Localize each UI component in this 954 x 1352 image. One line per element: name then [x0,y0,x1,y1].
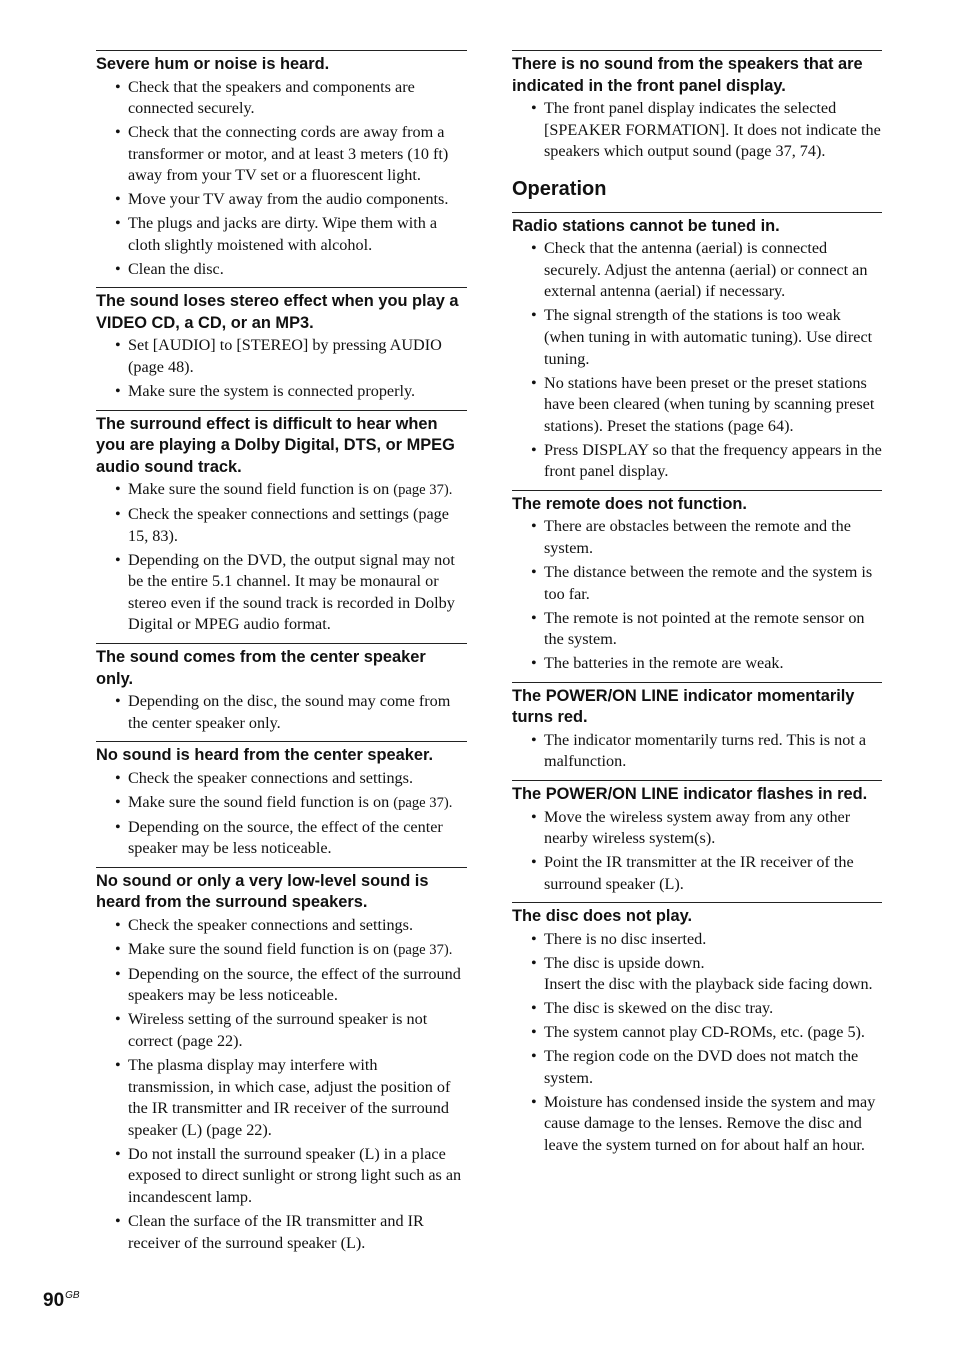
bullet-text: Do not install the surround speaker (L) in a place exposed to direct sunlight or strong light such as an incandescent lamp. [128,1144,462,1206]
bullet-text: Check the speaker connections and settings (page 15, 83). [128,505,449,545]
bullet-text: The disc is skewed on the disc tray. [544,999,774,1018]
bullet-item [512,998,882,1020]
bullet-text: Moisture has condensed inside the system and may cause damage to the lenses. Remove the disc and leave the system turned on for about half an hour. [544,1092,876,1155]
bullet-list [96,479,467,636]
section-heading: The remote does not function. [512,494,747,513]
bullet-list [96,77,467,281]
troubleshooting-section [512,780,882,895]
section-heading: Radio stations cannot be tuned in. [512,216,780,235]
section-heading: The POWER/ON LINE indicator flashes in red. [512,785,868,803]
bullet-text: There is no disc inserted. [544,929,707,948]
bullet-text: The signal strength of the stations is too weak (when tuning in with automatic tuning). Use direct tuning. [544,306,873,368]
bullet-text: Move your TV away from the audio components. [128,190,449,209]
bullet-item [512,852,882,895]
bullet-item [96,792,467,815]
bullet-item [96,189,467,211]
bullet-text: The plasma display may interfere with transmission, in which case, adjust the position of the IR transmitter and IR receiver of the surround speaker (L) (page 22). [128,1055,451,1139]
bullet-item [96,1009,467,1052]
bullet-list [512,516,882,674]
page-reference: (page 37). [393,482,453,499]
bullet-item [512,373,882,438]
bullet-item [512,305,882,370]
bullet-text: Depending on the disc, the sound may come from the center speaker only. [128,692,451,732]
bullet-text: Check that the connecting cords are away from a transformer or motor, and at least 3 meters (10 ft) away from your TV set or a fluorescent light. [128,123,449,185]
bullet-item [96,479,467,502]
section-heading: The sound comes from the center speaker only. [96,648,426,688]
bullet-item [96,817,467,860]
bullet-item [96,381,467,403]
bullet-text: Wireless setting of the surround speaker is not correct (page 22). [128,1010,428,1050]
troubleshooting-section [512,212,882,483]
bullet-item [96,1055,467,1141]
section-heading: The POWER/ON LINE indicator momentarily turns red. [512,686,855,727]
bullet-item [512,929,882,951]
bullet-text: The distance between the remote and the system is too far. [544,563,873,603]
bullet-list [512,807,882,896]
bullet-text: Move the wireless system away from any other nearby wireless system(s). [544,807,851,848]
bullet-item [96,335,467,378]
bullet-text: Depending on the source, the effect of the surround speakers may be less noticeable. [128,964,461,1005]
operation-section-title: Operation [512,177,607,200]
bullet-text-continued: Insert the disc with the playback side facing down. [544,975,873,994]
bullet-text: Make sure the sound field function is on [128,939,394,958]
troubleshooting-section [96,287,467,402]
bullet-item [512,807,882,850]
bullet-item [96,213,467,256]
section-heading: No sound or only a very low-level sound is heard from the surround speakers. [96,871,429,912]
bullet-text: The region code on the DVD does not match the system. [544,1047,859,1087]
left-column [96,50,467,1261]
troubleshooting-section [512,50,882,163]
bullet-item [512,440,882,483]
troubleshooting-section [96,643,467,734]
bullet-text: Check the speaker connections and settings. [128,915,413,934]
bullet-text: Point the IR transmitter at the IR receiver of the surround speaker (L). [544,853,854,893]
bullet-item [96,504,467,547]
bullet-text: The indicator momentarily turns red. This is not a malfunction. [544,730,867,771]
bullet-text: The batteries in the remote are weak. [544,654,784,673]
bullet-text: Set [AUDIO] to [STEREO] by pressing AUDIO (page 48). [128,336,442,376]
page-reference: (page 37). [393,794,453,811]
bullet-text: The system cannot play CD-ROMs, etc. (page 5). [544,1023,865,1042]
operation-sections-container [512,212,882,1157]
bullet-text: Check the speaker connections and settings. [128,768,413,787]
bullet-item [512,516,882,559]
bullet-list [512,98,882,163]
bullet-item [96,691,467,734]
right-top-section-container [512,50,882,163]
bullet-item [96,915,467,937]
bullet-item [96,122,467,187]
page-reference: (page 37). [393,941,453,958]
bullet-text: Make sure the sound field function is on [128,792,394,811]
bullet-text: Depending on the source, the effect of the center speaker may be less noticeable. [128,817,443,858]
troubleshooting-section [512,490,882,675]
bullet-item [512,1092,882,1157]
bullet-item [96,964,467,1007]
bullet-list [96,335,467,402]
bullet-text: Make sure the system is connected properly. [128,381,416,400]
bullet-text: There are obstacles between the remote and the system. [544,517,851,558]
troubleshooting-section [512,902,882,1156]
section-heading: The surround effect is difficult to hear when you are playing a Dolby Digital, DTS, or MPEG audio sound track. [96,414,455,476]
bullet-item [512,1022,882,1044]
bullet-text: Depending on the DVD, the output signal may not be the entire 5.1 channel. It may be monaural or stereo even if the sound track is recorded in Dolby Digital or MPEG audio format. [128,550,455,634]
troubleshooting-section [96,50,467,280]
section-heading: The disc does not play. [512,907,693,926]
bullet-text: Check that the speakers and components are connected securely. [128,77,415,118]
bullet-item [96,1211,467,1254]
bullet-item [512,98,882,163]
bullet-item [512,238,882,303]
bullet-item [512,653,882,675]
section-heading: There is no sound from the speakers that are indicated in the front panel display. [512,55,863,95]
page-number-value: 90 [43,1290,65,1311]
bullet-list [96,768,467,860]
bullet-list [96,915,467,1254]
bullet-list [96,691,467,734]
bullet-item [512,730,882,773]
bullet-text: Clean the disc. [128,259,224,278]
bullet-item [512,1046,882,1089]
bullet-text: Check that the antenna (aerial) is connected securely. Adjust the antenna (aerial) or connect an external antenna (aerial) if necessary. [544,239,868,301]
right-column [512,50,882,1164]
troubleshooting-section [512,682,882,773]
bullet-text: The disc is upside down. [544,953,705,972]
bullet-text: No stations have been preset or the preset stations have been cleared (when tuning by scanning preset stations). Preset the stations (page 64). [544,373,875,435]
section-heading: Severe hum or noise is heard. [96,55,330,73]
bullet-text: The remote is not pointed at the remote sensor on the system. [544,608,865,649]
page-number-suffix: GB [65,1290,80,1301]
bullet-item [512,953,882,996]
bullet-list [512,730,882,773]
bullet-item [96,768,467,790]
bullet-item [512,608,882,651]
bullet-text: Press DISPLAY so that the frequency appears in the front panel display. [544,440,882,481]
bullet-item [96,77,467,120]
page-number [43,1284,80,1313]
section-heading: No sound is heard from the center speaker. [96,746,434,765]
troubleshooting-section [96,867,467,1254]
troubleshooting-section [96,741,467,860]
bullet-text: The front panel display indicates the selected [SPEAKER FORMATION]. It does not indicate the speakers which output sound (page 37, 74). [544,99,881,161]
bullet-item [512,562,882,605]
bullet-list [512,929,882,1157]
bullet-item [96,550,467,636]
bullet-item [96,1144,467,1209]
bullet-item [96,259,467,281]
bullet-text: Make sure the sound field function is on [128,480,394,499]
troubleshooting-section [96,410,467,636]
section-heading: The sound loses stereo effect when you play a VIDEO CD, a CD, or an MP3. [96,292,459,332]
bullet-list [512,238,882,483]
bullet-text: Clean the surface of the IR transmitter and IR receiver of the surround speaker (L). [128,1211,424,1252]
bullet-item [96,939,467,962]
bullet-text: The plugs and jacks are dirty. Wipe them with a cloth slightly moistened with alcohol. [128,214,438,254]
